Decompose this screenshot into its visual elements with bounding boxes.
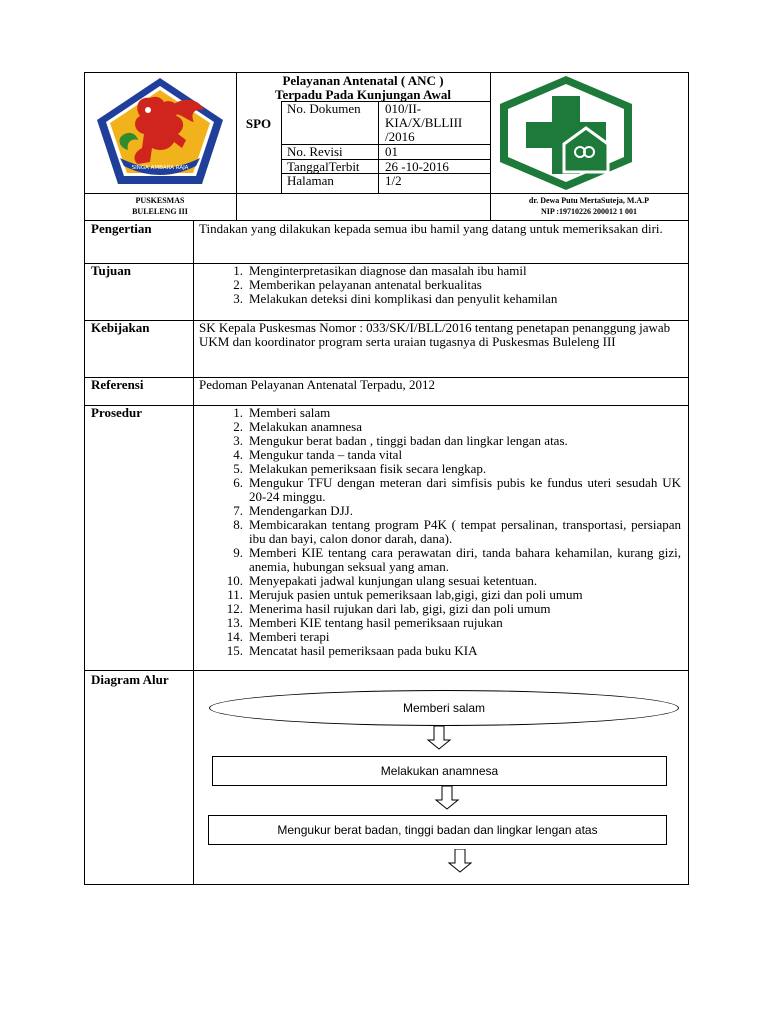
header-mid-line bbox=[84, 193, 688, 194]
puskesmas-name bbox=[84, 195, 236, 217]
list-item: 10. Menyepakati jadwal kunjungan ulang sesuai ketentuan. bbox=[226, 573, 538, 588]
puskesmas-emblem bbox=[90, 74, 230, 190]
revision-label: No. Revisi bbox=[287, 144, 343, 159]
label-prosedur: Prosedur bbox=[91, 405, 143, 420]
title-line-2: Terpadu Pada Kunjungan Awal bbox=[275, 87, 451, 102]
doc-number-value: 010/II- KIA/X/BLLIII /2016 bbox=[385, 101, 463, 144]
down-arrow-icon bbox=[445, 849, 475, 873]
label-referensi: Referensi bbox=[91, 377, 144, 392]
svg-text:SINGA AMBARA RAJA: SINGA AMBARA RAJA bbox=[131, 165, 189, 171]
down-arrow-icon bbox=[432, 786, 462, 810]
list-item: 4. Mengukur tanda – tanda vital bbox=[233, 447, 403, 462]
label-kebijakan: Kebijakan bbox=[91, 320, 150, 335]
lion-emblem-icon bbox=[90, 74, 230, 190]
list-item: 7. Mendengarkan DJJ. bbox=[233, 503, 353, 518]
caption-line-1: PUSKESMAS bbox=[135, 196, 185, 205]
value-sep bbox=[378, 101, 379, 193]
list-item: 8. Membicarakan tentang program P4K ( tempat persalinan, transportasi, persiapan ibu dan bayi, calon donor darah, dana). bbox=[233, 517, 681, 546]
row-sep-prosedur bbox=[84, 670, 688, 671]
puskesmas-logo bbox=[494, 74, 638, 191]
label-tujuan: Tujuan bbox=[91, 263, 131, 278]
document-title bbox=[236, 74, 490, 102]
list-item: 13. Memberi KIE tentang hasil pemeriksaan rujukan bbox=[226, 615, 503, 630]
spo-label: SPO bbox=[245, 116, 272, 131]
list-item: 5. Melakukan pemeriksaan fisik secara lengkap. bbox=[233, 461, 487, 476]
page-label: Halaman bbox=[287, 173, 334, 188]
signatory bbox=[490, 195, 688, 217]
spo-sep bbox=[281, 101, 282, 193]
signatory-name: dr. Dewa Putu MertaSuteja, M.A.P bbox=[528, 196, 650, 205]
down-arrow-icon bbox=[424, 726, 454, 750]
list-item: 1. Menginterpretasikan diagnose dan masalah ibu hamil bbox=[233, 263, 527, 278]
list-item: 2. Memberikan pelayanan antenatal berkualitas bbox=[233, 277, 482, 292]
tujuan-list bbox=[199, 264, 681, 306]
list-item: 11. Merujuk pasien untuk pemeriksaan lab,gigi, gizi dan poli umum bbox=[227, 587, 583, 602]
issue-date-value: 26 -10-2016 bbox=[385, 159, 449, 174]
referensi-text: Pedoman Pelayanan Antenatal Terpadu, 2012 bbox=[199, 377, 436, 392]
revision-value: 01 bbox=[385, 144, 398, 159]
list-item: 3. Mengukur berat badan , tinggi badan dan lingkar lengan atas. bbox=[233, 433, 568, 448]
flow-node-measure: Mengukur berat badan, tinggi badan dan lingkar lengan atas bbox=[208, 815, 667, 845]
caption-line-2: BULELENG III bbox=[132, 207, 188, 216]
doc-number-label: No. Dokumen bbox=[287, 101, 361, 116]
list-item: 14. Memberi terapi bbox=[226, 629, 330, 644]
list-item: 3. Melakukan deteksi dini komplikasi dan penyulit kehamilan bbox=[233, 291, 558, 306]
list-item: 15. Mencatat hasil pemeriksaan pada buku KIA bbox=[226, 643, 478, 658]
title-line-1: Pelayanan Antenatal ( ANC ) bbox=[282, 73, 444, 88]
prosedur-list bbox=[199, 406, 681, 658]
flow-node-start: Memberi salam bbox=[209, 690, 679, 726]
label-pengertian: Pengertian bbox=[91, 221, 152, 236]
health-cross-logo-icon bbox=[494, 74, 638, 191]
signatory-nip: NIP :19710226 200012 1 001 bbox=[541, 207, 637, 216]
list-item: 6. Mengukur TFU dengan meteran dari simfisis pubis ke fundus uteri sesudah UK 20-24 minggu. bbox=[233, 475, 681, 504]
list-item: 9. Memberi KIE tentang cara perawatan diri, tanda bahara kehamilan, kurang gizi, anemia, hubungan seksual yang aman. bbox=[233, 545, 681, 574]
issue-date-label: TanggalTerbit bbox=[287, 159, 360, 174]
list-item: 2. Melakukan anamnesa bbox=[233, 419, 362, 434]
list-item: 1. Memberi salam bbox=[233, 405, 331, 420]
label-diagram-alur: Diagram Alur bbox=[91, 672, 169, 687]
kebijakan-text: SK Kepala Puskesmas Nomor : 033/SK/I/BLL/2016 tentang penetapan penanggung jawab UKM dan koordinator program serta uraian tugasnya di Puskesmas Buleleng III bbox=[199, 320, 671, 349]
pengertian-text: Tindakan yang dilakukan kepada semua ibu hamil yang datang untuk memeriksakan diri. bbox=[199, 221, 663, 236]
frame-bottom-border bbox=[84, 884, 689, 885]
frame-right-border bbox=[688, 72, 689, 884]
page-value: 1/2 bbox=[385, 173, 402, 188]
flow-node-anamnesa: Melakukan anamnesa bbox=[212, 756, 667, 786]
list-item: 12. Menerima hasil rujukan dari lab, gigi, gizi dan poli umum bbox=[226, 601, 551, 616]
